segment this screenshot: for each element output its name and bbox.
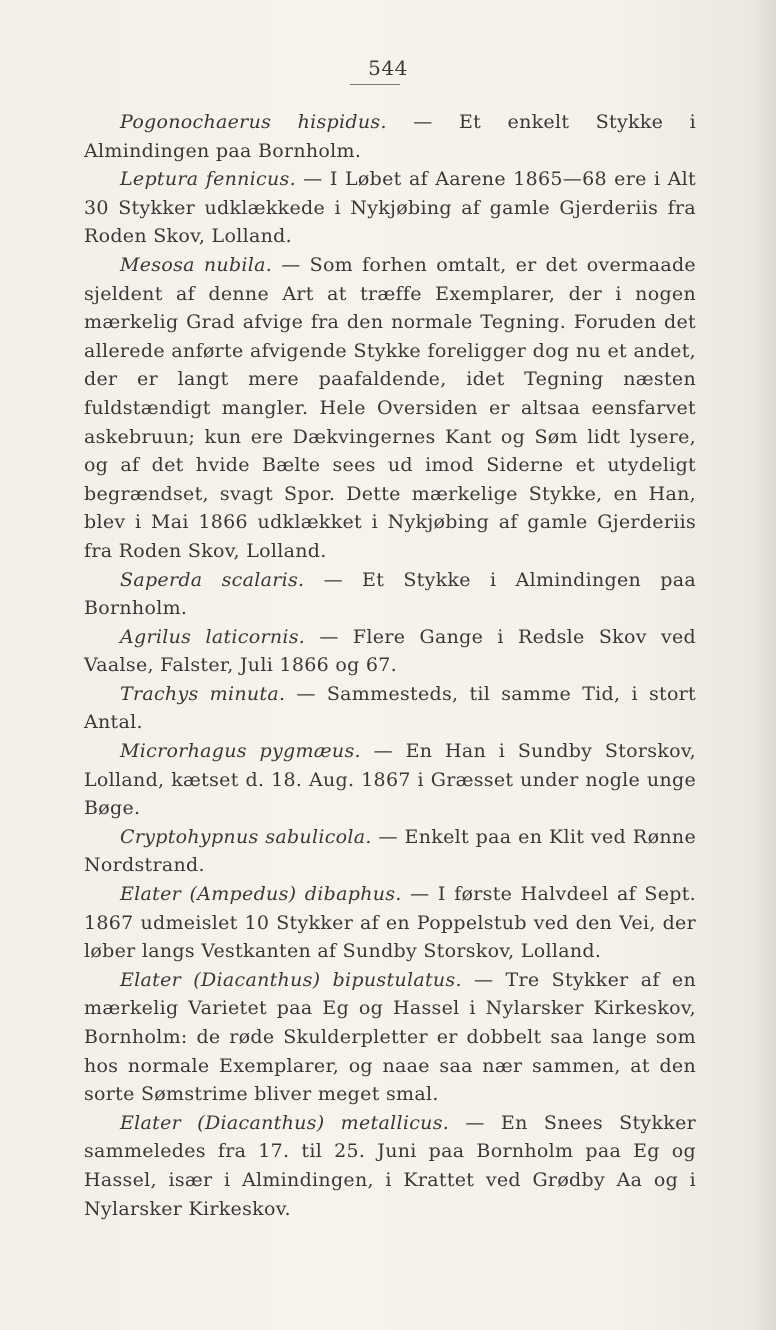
entry-text: — I første Halvdeel af Sept. 1867 udmeislet 10 Stykker af en Poppelstub ved den Vei, der løber langs Vestkanten af Sundby Storskov, Lolland. [84,883,696,963]
entry-elater-metallicus [84,1109,696,1223]
entry-pogonochaerus [84,108,696,165]
species-name: Elater (Ampedus) dibaphus. [120,883,402,906]
body-text [84,108,696,1223]
species-name: Mesosa nubila. [120,253,273,276]
entry-text: — Flere Gange i Redsle Skov ved Vaalse, Falster, Juli 1866 og 67. [84,625,697,677]
entry-text: — Et enkelt Stykke i Almindingen paa Bornholm. [84,111,697,162]
entry-agrilus [84,623,696,680]
species-name: Microrhagus pygmæus. [120,740,361,763]
page-number: 544 [368,56,408,80]
entry-text: — Tre Stykker af en mærkelig Varietet paa Eg og Hassel i Nylarsker Kirkeskov, Bornholm: de røde Skulderpletter er dobbelt saa lange som hos normale Exemplarer, og naae saa nær sammen, at den sorte Sømstrime bliver meget smal. [84,968,696,1106]
entry-mesosa [84,251,696,566]
entry-elater-dibaphus [84,880,696,966]
entry-text: — En Han i Sundby Storskov, Lolland, kætset d. 18. Aug. 1867 i Græsset under nogle unge Bøge. [84,740,696,820]
species-name: Agrilus laticornis. [120,625,306,648]
species-name: Elater (Diacanthus) metallicus. [120,1111,450,1134]
entry-text: — I Løbet af Aarene 1865—68 ere i Alt 30 Stykker udklækkede i Nykjøbing af gamle Gjerderiis fra Roden Skov, Lolland. [84,168,696,248]
entry-trachys [84,680,696,737]
entry-text: — Som forhen omtalt, er det overmaade sjeldent af denne Art at træffe Exemplarer, der i nogen mærkelig Grad afvige fra den normale Tegning. Foruden det allerede anførte afvigende Stykke foreligger dog nu et andet, der er langt mere paafaldende, idet Tegning næsten fuldstændigt mangler. Hele Oversiden er altsaa eensfarvet askebruun; kun ere Dækvingernes Kant og Søm lidt lysere, og af det hvide Bælte sees ud imod Siderne et utydeligt begrændset, svagt Spor. Dette mærkelige Stykke, en Han, blev i Mai 1866 udklækket i Nykjøbing af gamle Gjerderiis fra Roden Skov, Lolland. [84,253,696,562]
page-number-rule [350,84,400,85]
species-name: Trachys minuta. [120,682,286,705]
entry-text: — Et Stykke i Almindingen paa Bornholm. [84,568,696,620]
entry-text: — En Snees Stykker sammeledes fra 17. til 25. Juni paa Bornholm paa Eg og Hassel, især i Almindingen, i Krattet ved Grødby Aa og i Nylarsker Kirkeskov. [84,1111,696,1220]
species-name: Elater (Diacanthus) bipustulatus. [120,968,462,991]
entry-cryptohypnus [84,823,696,880]
entry-saperda [84,566,696,623]
entry-elater-bipustulatus [84,966,696,1109]
entry-leptura [84,165,696,251]
entry-text: — Sammesteds, til samme Tid, i stort Antal. [84,682,696,734]
species-name: Pogonochaerus hispidus. [120,111,387,133]
species-name: Saperda scalaris. [120,568,305,591]
species-name: Cryptohypnus sabulicola. [120,825,372,848]
entry-text: — Enkelt paa en Klit ved Rønne Nordstrand. [84,825,697,877]
entry-microrhagus [84,737,696,823]
species-name: Leptura fennicus. [120,168,296,191]
